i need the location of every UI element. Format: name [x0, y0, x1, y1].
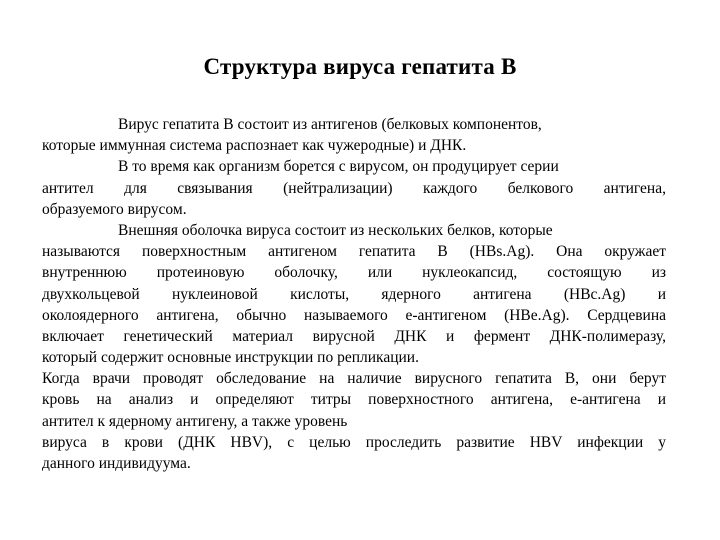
text-line: двухкольцевой нуклеиновой кислоты, ядерного антигена (HBc.Ag) и: [42, 285, 666, 303]
text-line: околоядерного антигена, обычно называемого е-антигеном (HBe.Ag). Сердцевина: [42, 306, 666, 324]
text-line: данного индивидуума.: [42, 455, 191, 472]
body-text: [42, 114, 666, 474]
text-line: внутреннюю протеиновую оболочку, или нуклеокапсид, состоящую из: [42, 264, 666, 282]
text-line: который содержит основные инструкции по репликации.: [42, 349, 419, 367]
text-line: которые иммунная система распознает как чужеродные) и ДНК.: [42, 137, 467, 155]
text-line: В то время как организм борется с вирусом, он продуцирует серии: [118, 158, 559, 176]
text-line: кровь на анализ и определяют титры поверхностного антигена, е-антигена и: [42, 391, 666, 409]
slide-title: Структура вируса гепатита В: [203, 54, 517, 79]
text-line: включает генетический материал вирусной ДНК и фермент ДНК-полимеразу,: [42, 327, 666, 345]
text-line: Вирус гепатита В состоит из антигенов (белковых компонентов,: [118, 116, 542, 133]
text-line: антител к ядерному антигену, а также уровень: [42, 412, 348, 430]
text-line: называются поверхностным антигеном гепатита В (HBs.Ag). Она окружает: [42, 243, 666, 261]
text-line: Внешняя оболочка вируса состоит из нескольких белков, которые: [118, 221, 553, 239]
text-line: Когда врачи проводят обследование на наличие вирусного гепатита В, они берут: [42, 370, 666, 388]
text-line: образуемого вирусом.: [42, 200, 187, 218]
text-line: вируса в крови (ДНК HBV), с целью проследить развитие HBV инфекции у: [42, 433, 666, 451]
text-line: антител для связывания (нейтрализации) каждого белкового антигена,: [42, 179, 666, 197]
